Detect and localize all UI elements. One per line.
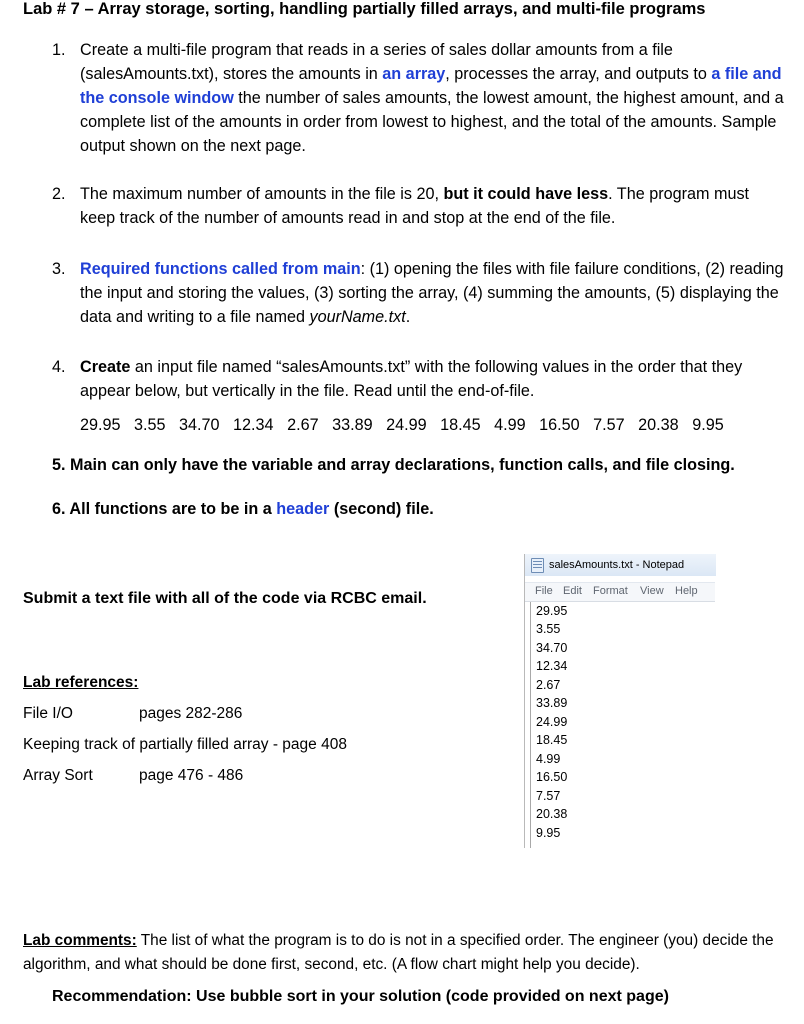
notepad-icon	[531, 558, 544, 573]
notepad-menubar	[525, 582, 715, 602]
reference-name: Keeping track of partially filled array - page 408	[23, 736, 347, 753]
list-item-3	[52, 257, 787, 329]
values-list	[80, 416, 724, 435]
value-item: 9.95	[692, 416, 724, 434]
list-item-2	[52, 182, 787, 230]
notepad-title: salesAmounts.txt - Notepad	[549, 559, 685, 571]
list-item-6: 6. All functions are to be in a header (second) file.	[52, 500, 434, 518]
menu-view[interactable]: View	[640, 585, 664, 597]
item-number: 4.	[52, 358, 66, 376]
highlight-text: header	[276, 500, 330, 518]
notepad-text-area[interactable]	[530, 602, 717, 848]
item-text: The maximum number of amounts in the file is 20, but it could have less. The program must keep track of the number of amounts read in and stop at the end of the file.	[80, 185, 750, 227]
value-item: 4.99	[494, 416, 526, 434]
reference-pages: pages 282-286	[139, 705, 243, 722]
value-item: 12.34	[233, 416, 274, 434]
highlight-text: an array	[382, 65, 446, 83]
text-line: 20.38	[536, 807, 568, 821]
menu-format[interactable]: Format	[593, 585, 628, 597]
text-line: 9.95	[536, 826, 561, 840]
text-line: 3.55	[536, 622, 561, 636]
value-item: 7.57	[593, 416, 625, 434]
notepad-window	[524, 554, 716, 848]
value-item: 20.38	[638, 416, 679, 434]
italic-text: yourName.txt	[309, 308, 406, 326]
reference-row	[23, 705, 242, 723]
text-line: 24.99	[536, 715, 568, 729]
text-line: 33.89	[536, 696, 568, 710]
menu-help[interactable]: Help	[675, 585, 698, 597]
value-item: 18.45	[440, 416, 481, 434]
lab-comments-text: The list of what the program is to do is not in a specified order. The engineer (you) decide the algorithm, and what should be done first, second, etc. (A flow chart might help you decide).	[23, 932, 774, 973]
list-item-4	[52, 355, 787, 403]
item-number: 1.	[52, 41, 66, 59]
item-text: Required functions called from main: (1) opening the files with file failure conditions, (2) reading the input and storing the values, (3) sorting the array, (4) summing the amounts, (5) displaying the data and writing to a file named yourName.txt.	[80, 260, 784, 326]
value-item: 3.55	[134, 416, 166, 434]
text-line: 12.34	[536, 659, 568, 673]
text-line: 2.67	[536, 678, 561, 692]
value-item: 16.50	[539, 416, 580, 434]
highlight-text: a file and the console window	[80, 65, 782, 107]
bold-text: Create	[80, 358, 131, 376]
value-item: 24.99	[386, 416, 427, 434]
bold-text: but it could have less	[443, 185, 609, 203]
text-line: 34.70	[536, 641, 568, 655]
menu-edit[interactable]: Edit	[563, 585, 582, 597]
lab-comments	[23, 929, 783, 977]
reference-pages: page 476 - 486	[139, 767, 244, 784]
text-line: 7.57	[536, 789, 561, 803]
lab-comments-label: Lab comments:	[23, 932, 137, 949]
reference-row	[23, 767, 243, 785]
value-item: 29.95	[80, 416, 121, 434]
notepad-titlebar	[525, 554, 716, 576]
value-item: 2.67	[287, 416, 319, 434]
reference-row	[23, 736, 347, 754]
item-text: Create an input file named “salesAmounts.txt” with the following values in the order that they appear below, but vertically in the file. Read until the end-of-file.	[80, 358, 743, 400]
page-title: Lab # 7 – Array storage, sorting, handling partially filled arrays, and multi-file programs	[23, 0, 706, 18]
item-number: 2.	[52, 185, 66, 203]
reference-name: File I/O	[23, 705, 73, 722]
recommendation: Recommendation: Use bubble sort in your solution (code provided on next page)	[52, 988, 669, 1005]
menu-file[interactable]: File	[535, 585, 553, 597]
value-item: 33.89	[332, 416, 373, 434]
text-line: 4.99	[536, 752, 561, 766]
submit-instruction: Submit a text file with all of the code via RCBC email.	[23, 590, 427, 607]
lab-references-title: Lab references:	[23, 674, 139, 691]
text-line: 29.95	[536, 604, 568, 618]
list-item-5: 5. Main can only have the variable and array declarations, function calls, and file closing.	[52, 456, 735, 474]
item-text: Create a multi-file program that reads in a series of sales dollar amounts from a file (salesAmounts.txt), stores the amounts in an array, processes the array, and outputs to a file and the console window the number of sales amounts, the lowest amount, the highest amount, and a complete list of the amounts in order from lowest to highest, and the total of the amounts. Sample output shown on the next page.	[80, 41, 784, 155]
text-line: 18.45	[536, 733, 568, 747]
text-line: 16.50	[536, 770, 568, 784]
highlight-text: Required functions called from main	[80, 260, 361, 278]
list-item-1	[52, 38, 787, 158]
reference-name: Array Sort	[23, 767, 93, 784]
item-number: 3.	[52, 260, 66, 278]
value-item: 34.70	[179, 416, 220, 434]
